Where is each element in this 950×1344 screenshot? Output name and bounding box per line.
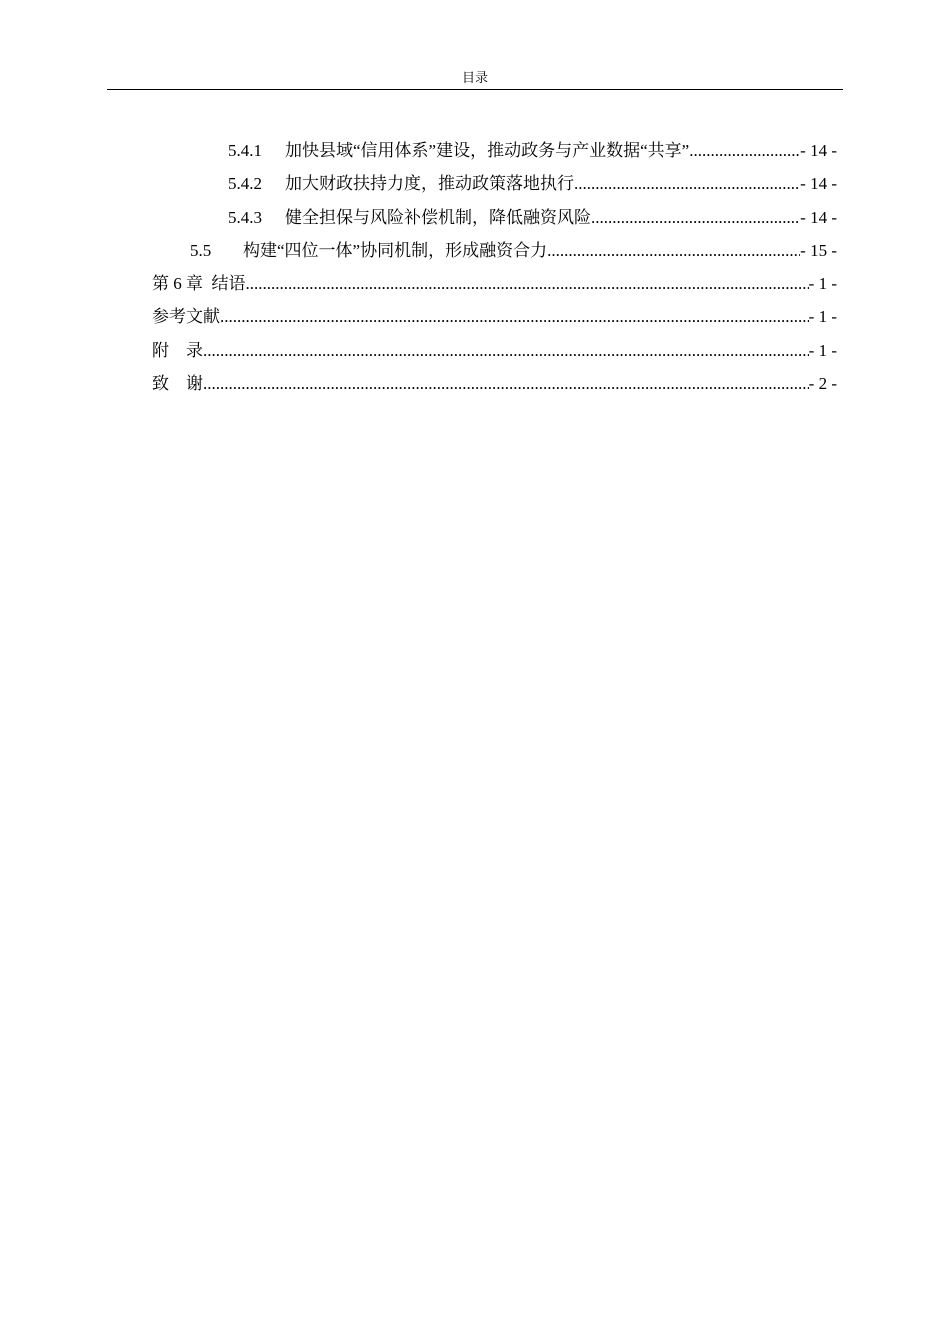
toc-entry-title: 健全担保与风险补偿机制，降低融资风险 [285, 208, 591, 227]
toc-entry-title: 加大财政扶持力度，推动政策落地执行 [285, 174, 574, 193]
toc-entry-page: - 1 - [808, 341, 837, 360]
toc-entry-page: - 14 - [800, 174, 837, 193]
toc-entry-appendix[interactable] [152, 338, 837, 362]
toc-entry-5-4-3[interactable] [228, 205, 837, 229]
toc-entry-number: 5.4.2 [228, 174, 262, 193]
page-header-title: 目录 [461, 70, 488, 85]
toc-dot-leader [220, 306, 809, 328]
toc-entry-chapter-6[interactable] [152, 271, 837, 295]
toc-dot-leader [203, 340, 809, 362]
toc-entry-title: 致 谢 [152, 374, 203, 393]
toc-entry-number: 5.4.3 [228, 208, 262, 227]
toc-dot-leader [203, 373, 809, 395]
toc-dot-leader [246, 273, 809, 295]
toc-entry-page: - 1 - [808, 307, 837, 326]
toc-entry-page: - 15 - [800, 241, 837, 260]
toc-entry-page: - 1 - [808, 274, 837, 293]
toc-dot-leader [547, 240, 800, 262]
toc-entry-title: 参考文献 [152, 307, 220, 326]
toc-entry-title: 附 录 [152, 341, 203, 360]
toc-entry-number: 5.4.1 [228, 141, 262, 160]
toc-entry-number: 5.5 [190, 241, 212, 260]
toc-entry-title: 构建“四位一体”协同机制，形成融资合力 [243, 241, 548, 260]
toc-entry-acknowledgements[interactable] [152, 371, 837, 395]
toc-entry-title: 第 6 章 结语 [152, 274, 246, 293]
toc-dot-leader [689, 140, 800, 162]
toc-entry-page: - 14 - [800, 141, 837, 160]
toc-entry-page: - 2 - [808, 374, 837, 393]
toc-entry-5-5[interactable] [190, 238, 837, 262]
toc-entry-title: 加快县域“信用体系”建设，推动政务与产业数据“共享” [285, 141, 690, 160]
toc-entry-5-4-2[interactable] [228, 171, 837, 195]
toc-dot-leader [591, 207, 800, 229]
toc-dot-leader [574, 173, 800, 195]
toc-entry-5-4-1[interactable] [228, 138, 837, 162]
toc-entry-page: - 14 - [800, 208, 837, 227]
toc-entry-references[interactable] [152, 304, 837, 328]
